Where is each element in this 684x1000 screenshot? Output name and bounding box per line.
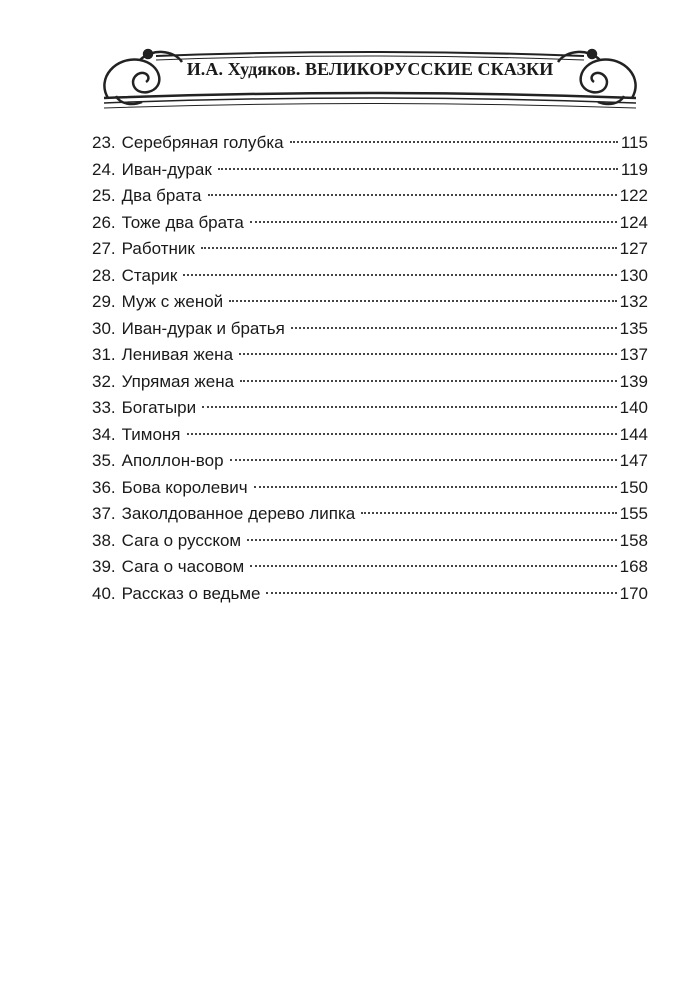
toc-entry-page: 124 <box>619 212 648 232</box>
toc-entry-number: 31. <box>92 345 116 364</box>
toc-entry-title: Иван-дурак и братья <box>121 318 285 338</box>
toc-entry-number: 34. <box>92 424 116 444</box>
dot-leader <box>201 247 617 249</box>
toc-entry-title: Аполлон-вор <box>121 451 224 470</box>
dot-leader <box>202 406 617 408</box>
dot-leader <box>254 486 617 488</box>
dot-leader <box>266 592 616 594</box>
toc-entry-page: 115 <box>620 133 648 152</box>
toc-entry <box>92 422 648 449</box>
toc-entry-number: 24. <box>92 159 116 179</box>
dot-leader <box>208 194 617 196</box>
toc-entry-title: Два брата <box>121 186 202 205</box>
dot-leader <box>187 433 617 435</box>
toc-entry-page: 140 <box>619 398 648 417</box>
toc-entry <box>92 581 648 608</box>
toc-entry <box>92 395 648 422</box>
dot-leader <box>218 168 618 170</box>
toc-entry-number: 35. <box>92 451 116 470</box>
table-of-contents <box>92 130 648 607</box>
toc-entry-title: Старик <box>121 265 178 285</box>
toc-entry-title: Сага о часовом <box>121 557 245 576</box>
toc-entry-page: 155 <box>619 504 648 523</box>
toc-entry-page: 130 <box>619 265 648 285</box>
toc-entry-number: 28. <box>92 265 116 285</box>
toc-entry-title: Сага о русском <box>121 530 242 550</box>
dot-leader <box>250 565 616 567</box>
toc-entry-page: 122 <box>619 186 648 205</box>
toc-entry-number: 25. <box>92 186 116 205</box>
book-title-header: И.А. Худяков. ВЕЛИКОРУССКИЕ СКАЗКИ <box>186 59 554 79</box>
toc-entry-number: 33. <box>92 398 116 417</box>
toc-entry-title: Тоже два брата <box>121 212 244 232</box>
toc-entry <box>92 236 648 263</box>
toc-entry <box>92 448 648 475</box>
toc-entry-number: 38. <box>92 530 116 550</box>
toc-entry-number: 32. <box>92 371 116 391</box>
dot-leader <box>230 459 617 461</box>
toc-entry-page: 139 <box>619 371 648 391</box>
toc-entry <box>92 501 648 528</box>
toc-entry-page: 137 <box>619 345 648 364</box>
toc-entry <box>92 369 648 396</box>
toc-entry-page: 144 <box>619 424 648 444</box>
toc-entry <box>92 289 648 316</box>
toc-entry <box>92 263 648 290</box>
toc-entry-title: Иван-дурак <box>121 159 212 179</box>
toc-entry-number: 26. <box>92 212 116 232</box>
toc-entry-page: 168 <box>619 557 648 576</box>
toc-entry-number: 23. <box>92 133 116 152</box>
toc-entry-number: 37. <box>92 504 116 523</box>
dot-leader <box>291 327 617 329</box>
toc-entry-title: Серебряная голубка <box>121 133 284 152</box>
toc-entry-number: 36. <box>92 477 116 497</box>
dot-leader <box>239 353 617 355</box>
toc-entry <box>92 130 648 157</box>
toc-entry-page: 119 <box>620 159 648 179</box>
toc-entry-title: Муж с женой <box>121 292 224 311</box>
toc-entry <box>92 316 648 343</box>
toc-entry-title: Рассказ о ведьме <box>121 583 261 603</box>
dot-leader <box>250 221 617 223</box>
toc-entry <box>92 342 648 369</box>
toc-entry-number: 30. <box>92 318 116 338</box>
toc-entry-number: 27. <box>92 239 116 258</box>
toc-entry <box>92 157 648 184</box>
toc-entry-title: Упрямая жена <box>121 371 235 391</box>
toc-entry-number: 39. <box>92 557 116 576</box>
running-header <box>96 38 644 118</box>
dot-leader <box>361 512 616 514</box>
dot-leader <box>240 380 617 382</box>
toc-entry-title: Ленивая жена <box>121 345 234 364</box>
toc-entry <box>92 210 648 237</box>
toc-entry-title: Богатыри <box>121 398 197 417</box>
dot-leader <box>229 300 616 302</box>
dot-leader <box>290 141 618 143</box>
toc-entry-page: 127 <box>619 239 648 258</box>
dot-leader <box>247 539 617 541</box>
toc-entry-page: 170 <box>619 583 648 603</box>
toc-entry-page: 158 <box>619 530 648 550</box>
toc-entry-title: Заколдованное дерево липка <box>121 504 356 523</box>
toc-entry <box>92 183 648 210</box>
toc-entry-title: Работник <box>121 239 195 258</box>
toc-entry-page: 150 <box>619 477 648 497</box>
toc-entry-number: 29. <box>92 292 116 311</box>
toc-entry-title: Бова королевич <box>121 477 248 497</box>
toc-entry-page: 135 <box>619 318 648 338</box>
toc-entry <box>92 475 648 502</box>
toc-entry <box>92 528 648 555</box>
toc-entry <box>92 554 648 581</box>
dot-leader <box>183 274 616 276</box>
toc-entry-title: Тимоня <box>121 424 181 444</box>
toc-entry-page: 132 <box>619 292 648 311</box>
toc-entry-number: 40. <box>92 583 116 603</box>
toc-entry-page: 147 <box>619 451 648 470</box>
